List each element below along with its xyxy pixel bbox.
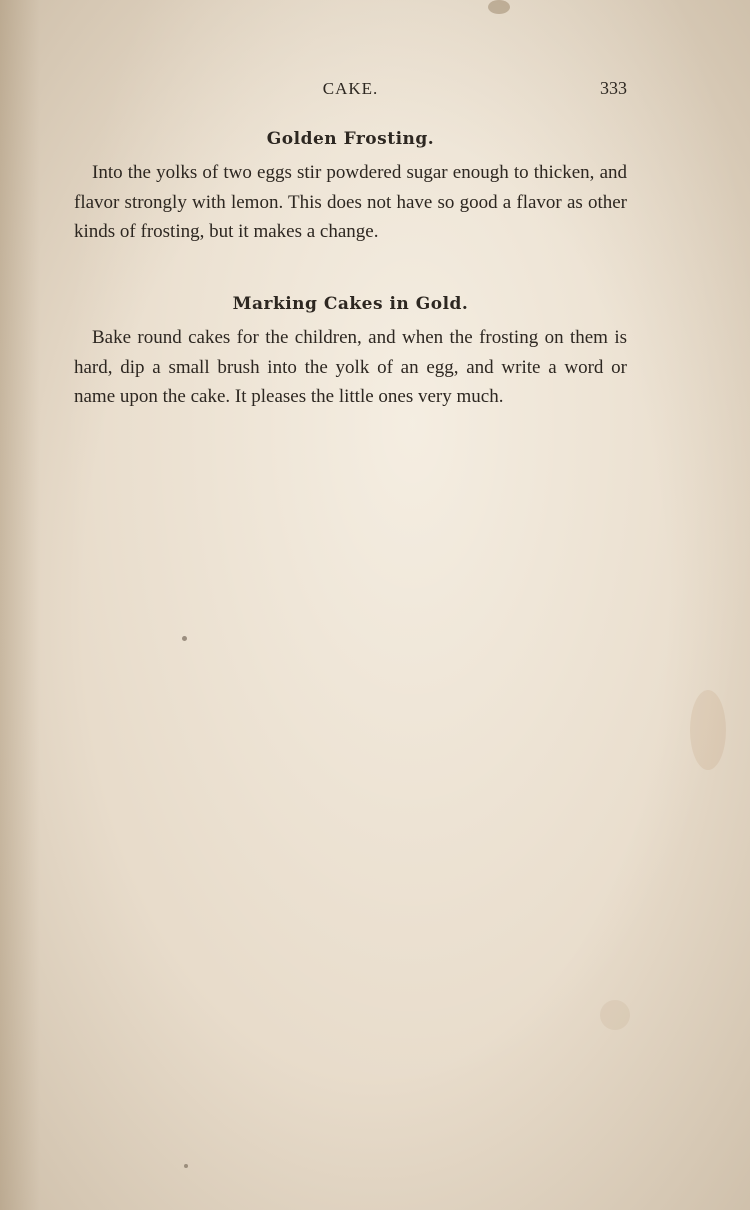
paper-speck bbox=[184, 1164, 188, 1168]
page-number: 333 bbox=[600, 78, 627, 98]
recipe-title-marking-cakes-in-gold: Marking Cakes in Gold. bbox=[232, 294, 469, 314]
paper-stain bbox=[600, 1000, 630, 1030]
paper-stain bbox=[690, 690, 726, 770]
running-head bbox=[74, 76, 627, 104]
running-title: CAKE. bbox=[322, 79, 379, 98]
paper-speck bbox=[182, 636, 187, 641]
paper-stain bbox=[488, 0, 510, 14]
recipe-title-golden-frosting: Golden Frosting. bbox=[266, 129, 435, 149]
recipe-body-golden-frosting: Into the yolks of two eggs stir powdered sugar enough to thicken, and flavor strongly with lemon. This does not have so good a flavor as other kinds of frosting, but it makes a change. bbox=[74, 162, 627, 243]
recipe-body-marking-cakes-in-gold: Bake round cakes for the children, and when the frosting on them is hard, dip a small brush into the yolk of an egg, and write a word or name upon the cake. It pleases the little ones very much. bbox=[74, 327, 627, 408]
